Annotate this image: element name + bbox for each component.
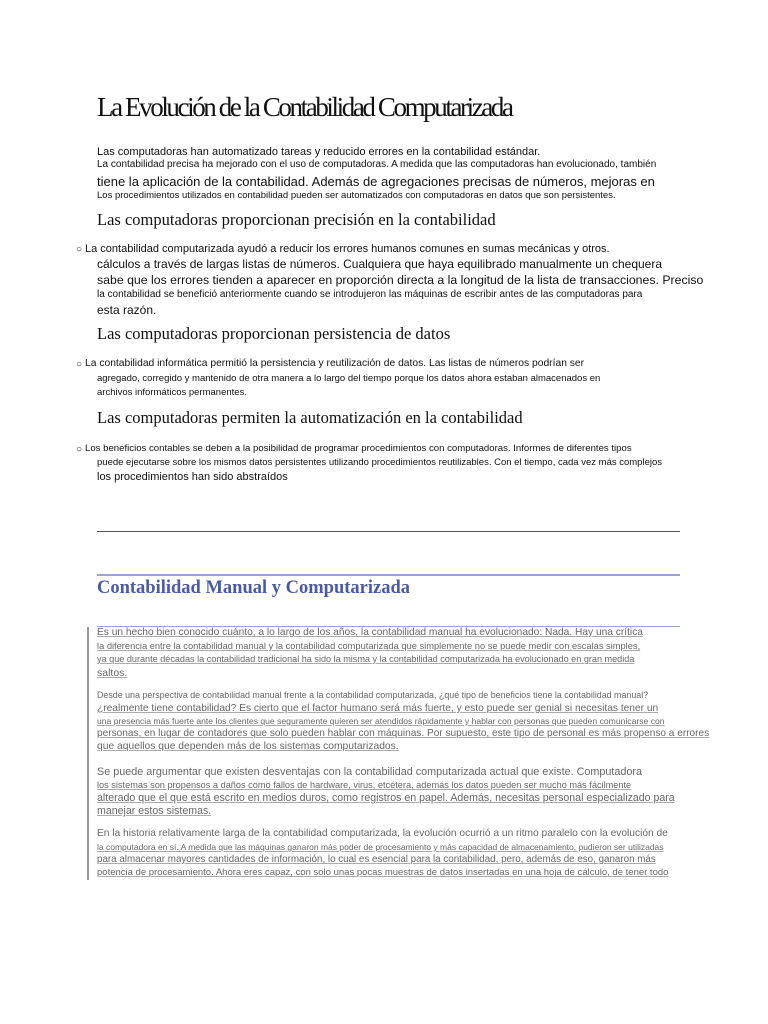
section-line: La contabilidad informática permitió la persistencia y reutilización de datos. Las listas de números podrían ser <box>85 358 585 369</box>
section-title: Contabilidad Manual y Computarizada <box>97 578 411 598</box>
quote-bar <box>87 627 89 880</box>
paragraph-line: personas, en lugar de contadores que solo pueden hablar con máquinas. Por supuesto, este tipo de personal es más propenso a errores <box>97 728 710 739</box>
paragraph-line: que aquellos que dependen más de los sistemas computarizados. <box>97 741 399 752</box>
paragraph-line: ya que durante décadas la contabilidad tradicional ha sido la misma y la contabilidad computarizada ha evolucionado en gran medida <box>97 654 635 664</box>
paragraph-line: saltos. <box>97 667 128 679</box>
paragraph-line: una presencia más fuerte ante los clientes que seguramente quieren ser atendidos rápidamente y hablar con personas que pueden comunicarse con <box>97 716 665 726</box>
section-heading: Las computadoras proporcionan persistencia de datos <box>97 324 451 343</box>
section-line: esta razón. <box>97 303 157 317</box>
paragraph-line: ¿realmente tiene contabilidad? Es cierto que el factor humano será más fuerte, y esto puede ser genial si necesitas tener un <box>97 703 659 714</box>
section-heading: Las computadoras permiten la automatización en la contabilidad <box>97 408 523 427</box>
section-line: Los beneficios contables se deben a la posibilidad de programar procedimientos con computadoras. Informes de diferentes tipos <box>85 443 632 454</box>
bullet-icon: ○ <box>76 244 83 255</box>
section-line: los procedimientos han sido abstraídos <box>97 471 288 483</box>
intro-line: Las computadoras han automatizado tareas y reducido errores en la contabilidad estándar. <box>97 146 541 158</box>
paragraph-line: En la historia relativamente larga de la contabilidad computarizada, la evolución ocurrió a un ritmo paralelo con la evolución de <box>97 828 668 839</box>
paragraph-line: Se puede argumentar que existen desventajas con la contabilidad computarizada actual que existe. Computadora <box>97 766 642 778</box>
intro-line: Los procedimientos utilizados en contabilidad pueden ser automatizados con computadoras en datos que son persistentes. <box>97 190 616 201</box>
section-line: sabe que los errores tienden a aparecer en proporción directa a la longitud de la lista de transacciones. Preciso <box>97 273 704 287</box>
paragraph-line: alterado que el que está escrito en medios duros, como registros en papel. Además, necesitas personal especializado para <box>97 792 675 804</box>
paragraph-line: la computadora en sí. A medida que las máquinas ganaron más poder de procesamiento y más capacidad de almacenamiento, pudieron ser utilizadas <box>97 842 664 852</box>
paragraph-line: manejar estos sistemas. <box>97 805 212 817</box>
divider <box>97 531 680 532</box>
heading-rule <box>97 574 680 576</box>
paragraph-line: para almacenar mayores cantidades de información, lo cual es esencial para la contabilidad, pero, además de eso, ganaron más <box>97 854 656 865</box>
section-line: la contabilidad se benefició anteriormente cuando se introdujeron las máquinas de escribir antes de las computadoras para <box>97 289 643 300</box>
section-line: La contabilidad computarizada ayudó a reducir los errores humanos comunes en sumas mecánicas y otros. <box>85 243 610 255</box>
section-line: cálculos a través de largas listas de números. Cualquiera que haya equilibrado manualmente un chequera <box>97 257 663 271</box>
intro-line: tiene la aplicación de la contabilidad. Además de agregaciones precisas de números, mejoras en <box>97 174 655 189</box>
section-line: agregado, corregido y mantenido de otra manera a lo largo del tiempo porque los datos ahora estaban almacenados en <box>97 373 601 384</box>
bullet-icon: ○ <box>76 444 83 455</box>
paragraph-line: los sistemas son propensos a daños como fallos de hardware, virus, etcétera, además los datos pueden ser mucho más fácilmente <box>97 780 632 790</box>
page-title: La Evolución de la Contabilidad Computarizada <box>97 92 512 122</box>
paragraph-line: Desde una perspectiva de contabilidad manual frente a la contabilidad computarizada, ¿qué tipo de beneficios tiene la contabilidad manual? <box>97 690 649 700</box>
section-line: archivos informáticos permanentes. <box>97 387 247 398</box>
intro-line: La contabilidad precisa ha mejorado con el uso de computadoras. A medida que las computadoras han evolucionado, también <box>97 159 657 170</box>
paragraph-line: potencia de procesamiento. Ahora eres capaz, con solo unas pocas muestras de datos insertadas en una hoja de cálculo, de tener todo <box>97 867 669 878</box>
bullet-icon: ○ <box>76 359 83 370</box>
paragraph-line: Es un hecho bien conocido cuánto, a lo largo de los años, la contabilidad manual ha evolucionado: Nada. Hay una crítica <box>97 627 643 638</box>
paragraph-line: la diferencia entre la contabilidad manual y la contabilidad computarizada que simplemente no se puede medir con escalas simples, <box>97 641 641 651</box>
section-line: puede ejecutarse sobre los mismos datos persistentes utilizando procedimientos reutilizables. Con el tiempo, cada vez más complejos <box>97 457 663 468</box>
section-heading: Las computadoras proporcionan precisión en la contabilidad <box>97 210 496 229</box>
